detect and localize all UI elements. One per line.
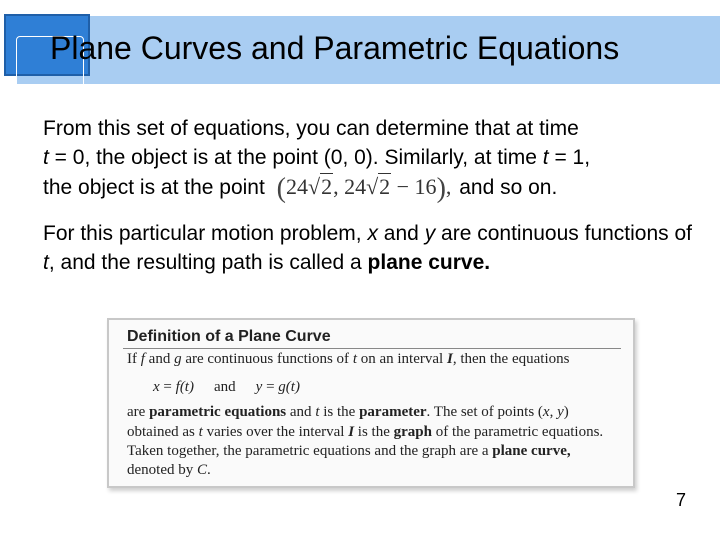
sqrt-argument: 2 — [321, 174, 333, 199]
term-plane-curve: plane curve. — [367, 251, 491, 274]
def-text: ) — [563, 404, 569, 420]
def-text: obtained as — [127, 424, 199, 440]
x-coefficient: 24 — [285, 174, 308, 199]
var-t: t — [43, 146, 49, 169]
def-text: . The set of points ( — [426, 404, 543, 420]
def-text: . — [207, 462, 211, 478]
var-c: C — [196, 462, 207, 478]
def-text: If — [127, 351, 141, 367]
var-t: t — [43, 251, 49, 274]
sqrt-expression — [366, 172, 391, 201]
y-tail: − 16 — [391, 174, 437, 199]
sqrt-icon: √ — [307, 174, 321, 199]
var-y: y — [255, 379, 263, 395]
arg-t: (t) — [285, 379, 300, 395]
definition-title-rule — [123, 348, 621, 349]
sqrt-argument: 2 — [379, 174, 391, 199]
var-f: f — [175, 379, 180, 395]
def-text: is the — [354, 424, 394, 440]
def-text: and — [213, 379, 236, 395]
definition-line-6 — [127, 462, 211, 479]
equals: = — [262, 379, 279, 395]
var-y: y — [424, 222, 436, 245]
term-parametric-equations: parametric equations — [149, 404, 287, 420]
slide-title: Plane Curves and Parametric Equations — [50, 30, 620, 66]
para1-line2b: = 1, — [548, 146, 591, 169]
var-y: y — [557, 404, 564, 420]
definition-line-4 — [127, 424, 603, 441]
var-x: x — [153, 379, 160, 395]
para2-and: and — [377, 222, 425, 245]
para2-b: are continuous functions of — [435, 222, 693, 245]
def-text: varies over the interval — [202, 424, 349, 440]
definition-line-3 — [127, 404, 569, 421]
term-plane-curve: plane curve, — [492, 443, 571, 459]
paragraph-plane-curve — [43, 219, 693, 277]
var-t: t — [315, 404, 320, 420]
def-text: and — [144, 351, 175, 367]
point-comma: , — [445, 174, 452, 199]
close-paren: ) — [436, 173, 446, 204]
def-text: , then the equations — [452, 351, 570, 367]
definition-line-1 — [127, 351, 569, 368]
para1-line3b: and so on. — [453, 176, 558, 199]
paragraph-time-points — [43, 114, 693, 203]
para1-line1: From this set of equations, you can determine that at time — [43, 117, 579, 140]
def-text: and — [286, 404, 316, 420]
def-text: Taken together, the parametric equations and the graph are a — [127, 443, 493, 459]
def-text: on an interval — [356, 351, 447, 367]
arg-t: (t) — [179, 379, 194, 395]
def-text: of the parametric equations. — [431, 424, 604, 440]
definition-box — [107, 318, 635, 488]
var-interval: I — [348, 424, 355, 440]
equals: = — [159, 379, 176, 395]
point-separator: , — [333, 174, 345, 199]
point-expression — [277, 172, 452, 203]
var-g: g — [174, 351, 182, 367]
var-t: t — [542, 146, 549, 169]
def-text: are continuous functions of — [181, 351, 353, 367]
para1-line2a: = 0, the object is at the point (0, 0). Similarly, at time — [48, 146, 543, 169]
var-t: t — [352, 351, 357, 367]
para2-a: For this particular motion problem, — [43, 222, 368, 245]
definition-line-5 — [127, 443, 571, 460]
term-parameter: parameter — [359, 404, 427, 420]
def-text: is the — [319, 404, 360, 420]
definition-title: Definition of a Plane Curve — [127, 328, 331, 345]
var-interval: I — [446, 351, 453, 367]
def-text: are — [127, 404, 150, 420]
parametric-equations — [153, 379, 300, 396]
var-f: f — [140, 351, 145, 367]
para1-line3a: the object is at the point — [43, 176, 271, 199]
var-x: x — [367, 222, 378, 245]
def-text: , — [549, 404, 558, 420]
var-t: t — [198, 424, 203, 440]
var-x: x — [542, 404, 550, 420]
y-coefficient: 24 — [344, 174, 367, 199]
open-paren: ( — [276, 173, 286, 204]
sqrt-expression — [308, 172, 333, 201]
def-text: denoted by — [127, 462, 197, 478]
para2-c: , and the resulting path is called a — [48, 251, 368, 274]
page-number: 7 — [676, 490, 687, 510]
term-graph: graph — [393, 424, 432, 440]
var-g: g — [278, 379, 286, 395]
sqrt-icon: √ — [366, 174, 379, 199]
